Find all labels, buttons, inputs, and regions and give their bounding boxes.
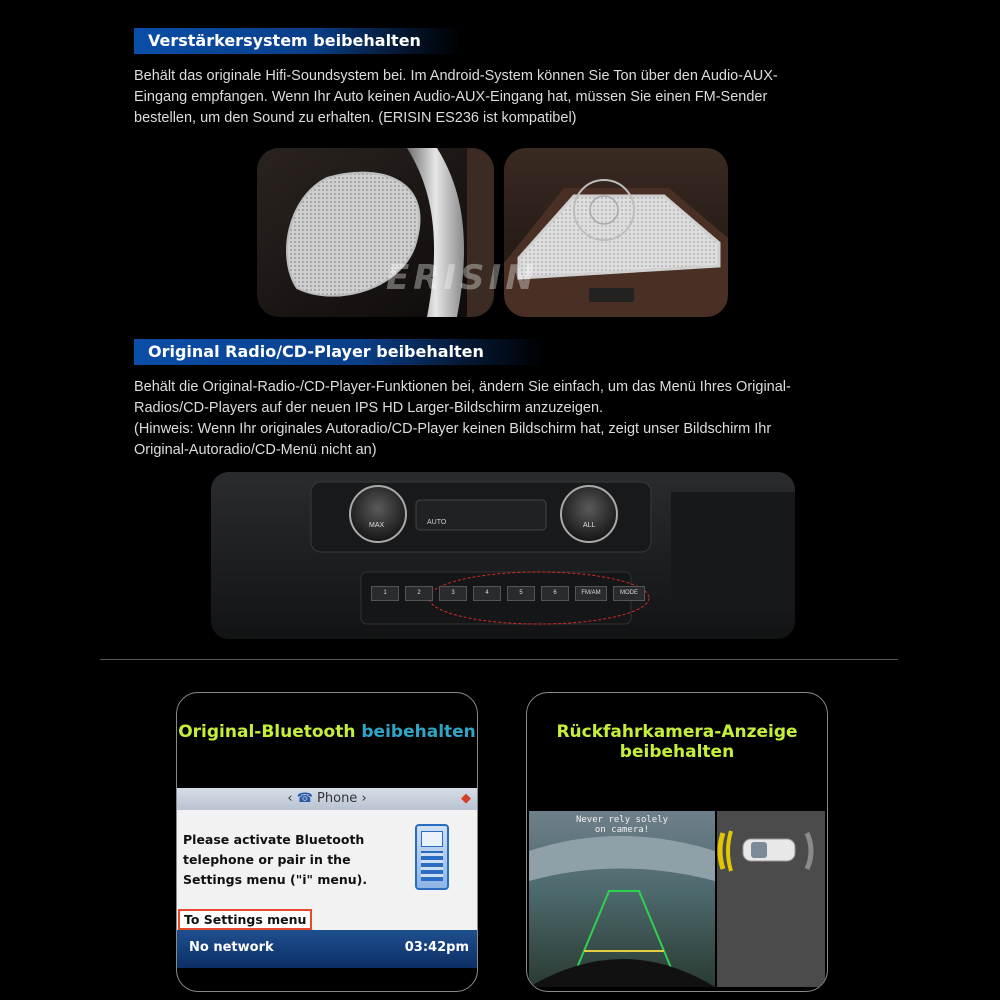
preset-button[interactable]: 2: [405, 586, 433, 601]
camera-warning-text: [529, 815, 715, 835]
knob-left-label: MAX: [369, 522, 385, 529]
parking-sensor-view: [717, 811, 825, 987]
idrive-header-label: Phone: [317, 791, 358, 806]
idrive-screen: [177, 788, 477, 968]
body-line: (Hinweis: Wenn Ihr originales Autoradio/CD-Player keinen Bildschirm hat, zeigt unser Bildschirm Ihr: [134, 421, 772, 437]
auto-button[interactable]: AUTO: [427, 519, 447, 526]
idrive-header: [177, 788, 477, 810]
title-line: Rückfahrkamera-Anzeige: [556, 722, 798, 742]
mobile-phone-icon: [415, 824, 449, 890]
options-icon[interactable]: ◆: [461, 791, 471, 806]
body-line: bestellen, um den Sound zu erhalten. (ERISIN ES236 ist kompatibel): [134, 110, 577, 126]
clock: 03:42pm: [404, 940, 469, 955]
bluetooth-panel: [176, 692, 478, 992]
watermark-logo: ERISIN: [386, 258, 538, 298]
preset-button[interactable]: FM/AM: [575, 586, 607, 601]
phone-handset-icon: ☎: [296, 791, 313, 806]
section-body-amplifier: [134, 66, 894, 129]
section-divider: [100, 659, 898, 660]
camera-panel-title: [527, 722, 827, 762]
camera-panel: [526, 692, 828, 992]
section-title-radio: Original Radio/CD-Player beibehalten: [134, 339, 545, 365]
network-status: No network: [189, 940, 274, 955]
section-body-radio: [134, 377, 894, 461]
chevron-right-icon[interactable]: ›: [361, 791, 367, 806]
idrive-message: [183, 830, 367, 890]
body-line: Radios/CD-Players auf der neuen IPS HD Larger-Bildschirm anzuzeigen.: [134, 400, 604, 416]
chevron-left-icon[interactable]: ‹: [287, 791, 293, 806]
body-line: Eingang empfangen. Wenn Ihr Auto keinen Audio-AUX-Eingang hat, müssen Sie einen FM-Sender: [134, 89, 768, 105]
body-line: Behält das originale Hifi-Soundsystem bei. Im Android-System können Sie Ton über den Audio-AUX-: [134, 68, 778, 84]
preset-button[interactable]: 6: [541, 586, 569, 601]
warning-line: on camera!: [594, 825, 650, 835]
title-part: Original-Bluetooth: [178, 722, 356, 742]
section-title-amplifier: Verstärkersystem beibehalten: [134, 28, 460, 54]
bluetooth-panel-title: [177, 722, 477, 742]
message-line: telephone or pair in the: [183, 852, 351, 867]
message-line: Please activate Bluetooth: [183, 832, 365, 847]
preset-button[interactable]: 1: [371, 586, 399, 601]
settings-menu-link[interactable]: To Settings menu: [178, 909, 312, 930]
warning-line: Never rely solely: [575, 815, 669, 825]
body-line: Behält die Original-Radio-/CD-Player-Funktionen bei, ändern Sie einfach, um das Menü Ihres Original-: [134, 379, 791, 395]
title-part: beibehalten: [361, 722, 476, 742]
preset-button[interactable]: MODE: [613, 586, 645, 601]
radio-console-photo: [211, 472, 795, 639]
rear-camera-view: [529, 811, 715, 987]
preset-button[interactable]: 5: [507, 586, 535, 601]
knob-right-label: ALL: [583, 522, 596, 529]
title-line: beibehalten: [619, 742, 735, 762]
idrive-status-bar: [177, 930, 477, 968]
preset-button[interactable]: 4: [473, 586, 501, 601]
message-line: Settings menu ("i" menu).: [183, 872, 368, 887]
preset-row: [371, 586, 645, 601]
preset-button[interactable]: 3: [439, 586, 467, 601]
body-line: Original-Autoradio/CD-Menü nicht an): [134, 442, 377, 458]
